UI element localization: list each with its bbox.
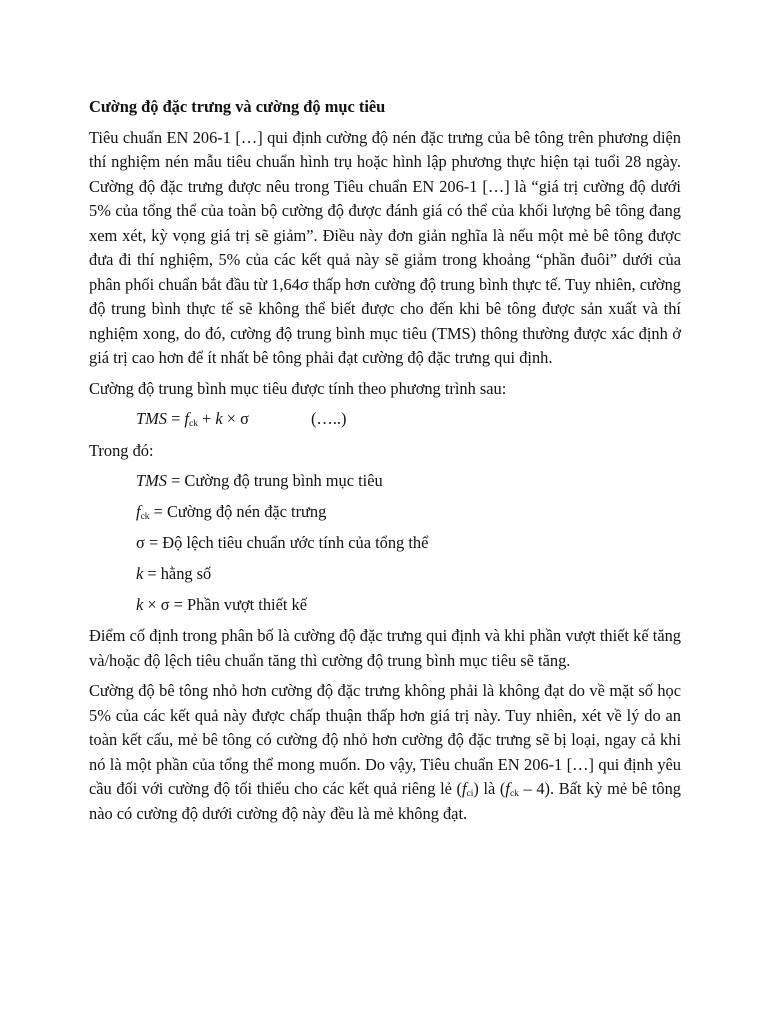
definition-text: = Cường độ trung bình mục tiêu <box>166 471 383 490</box>
fck-subscript: ck <box>509 789 519 799</box>
formula-k: k <box>215 409 223 428</box>
definition-text: × σ = Phần vượt thiết kế <box>143 595 307 614</box>
definition-k <box>136 562 681 587</box>
formula-equals: = <box>166 409 185 428</box>
definition-text: = hằng số <box>143 564 212 583</box>
fck-symbol: f <box>505 779 510 798</box>
formula-reference: (…..) <box>310 409 347 428</box>
definition-symbol-subscript: ck <box>140 512 150 522</box>
paragraph-characteristic-strength: Tiêu chuẩn EN 206-1 […] qui định cường độ nén đặc trưng của bê tông trên phương diện thí nghiệm nén mẫu tiêu chuẩn hình trụ hoặc hình lập phương thực hiện tại tuổi 28 ngày. Cường độ đặc trưng được nêu trong Tiêu chuẩn EN 206-1 […] là “giá trị cường độ dưới 5% của tổng thể của toàn bộ cường độ được đánh giá có thể của khối lượng bê tông đang xem xét, kỳ vọng giá trị sẽ giảm”. Điều này đơn giản nghĩa là nếu một mẻ bê tông được đưa đi thí nghiệm, 5% của các kết quả này sẽ giảm trong khoảng “phần đuôi” dưới của phân phối chuẩn bắt đầu từ 1,64σ thấp hơn cường độ trung bình thực tế. Tuy nhiên, cường độ trung bình thực tế sẽ không thể biết được cho đến khi bê tông được sản xuất và thí nghiệm xong, do đó, cường độ trung bình mục tiêu (TMS) thông thường được xác định ở giá trị cao hơn để ít nhất bê tông phải đạt cường độ đặc trưng qui định. <box>89 127 681 367</box>
definition-symbol: k <box>136 595 144 614</box>
paragraph-minimum-strength <box>89 679 681 826</box>
definition-symbol: k <box>136 564 144 583</box>
formula-lhs: TMS <box>136 409 167 428</box>
definition-fck <box>136 500 681 525</box>
tms-formula <box>136 407 681 432</box>
section-heading: Cường độ đặc trưng và cường độ mục tiêu <box>89 97 386 116</box>
where-label: Trong đó: <box>89 440 154 460</box>
definition-text: = Cường độ nén đặc trưng <box>149 502 327 521</box>
formula-f: f <box>184 409 189 428</box>
definition-margin <box>136 593 681 618</box>
definition-symbol: TMS <box>136 471 167 490</box>
paragraph-equation-intro: Cường độ trung bình mục tiêu được tính theo phương trình sau: <box>89 378 507 398</box>
definition-sigma <box>136 531 681 556</box>
paragraph-text-mid: ) là ( <box>473 779 506 798</box>
paragraph-text-tail: – 4). Bất kỳ mẻ bê tông nào có cường độ dưới cường độ này đều là mẻ không đạt. <box>89 779 681 823</box>
formula-times-sigma: × σ <box>222 409 249 428</box>
definition-symbol: σ <box>136 533 145 552</box>
formula-f-subscript: ck <box>188 419 198 429</box>
fci-symbol: f <box>461 779 467 798</box>
paragraph-fixed-point: Điểm cố định trong phân bố là cường độ đặc trưng qui định và khi phần vượt thiết kế tăng và/hoặc độ lệch tiêu chuẩn tăng thì cường độ trung bình mục tiêu sẽ tăng. <box>89 626 681 670</box>
definition-symbol: f <box>136 502 141 521</box>
document-page <box>89 95 681 832</box>
fci-subscript: ci <box>466 789 474 799</box>
paragraph-text: Cường độ bê tông nhỏ hơn cường độ đặc trưng không phải là không đạt do về mặt số học 5% của các kết quả này được chấp thuận thấp hơn giá trị này. Tuy nhiên, xét về lý do an toàn kết cấu, mẻ bê tông có cường độ nhỏ hơn cường độ đặc trưng sẽ bị loại, ngay cả khi nó là một phần của tổng thể mong muốn. Do vậy, Tiêu chuẩn EN 206-1 […] qui định yêu cầu đối với cường độ tối thiểu cho các kết quả riêng lẻ ( <box>89 681 681 798</box>
definition-text: = Độ lệch tiêu chuẩn ước tính của tổng thể <box>144 533 429 552</box>
formula-plus: + <box>197 409 216 428</box>
definition-tms <box>136 469 681 494</box>
